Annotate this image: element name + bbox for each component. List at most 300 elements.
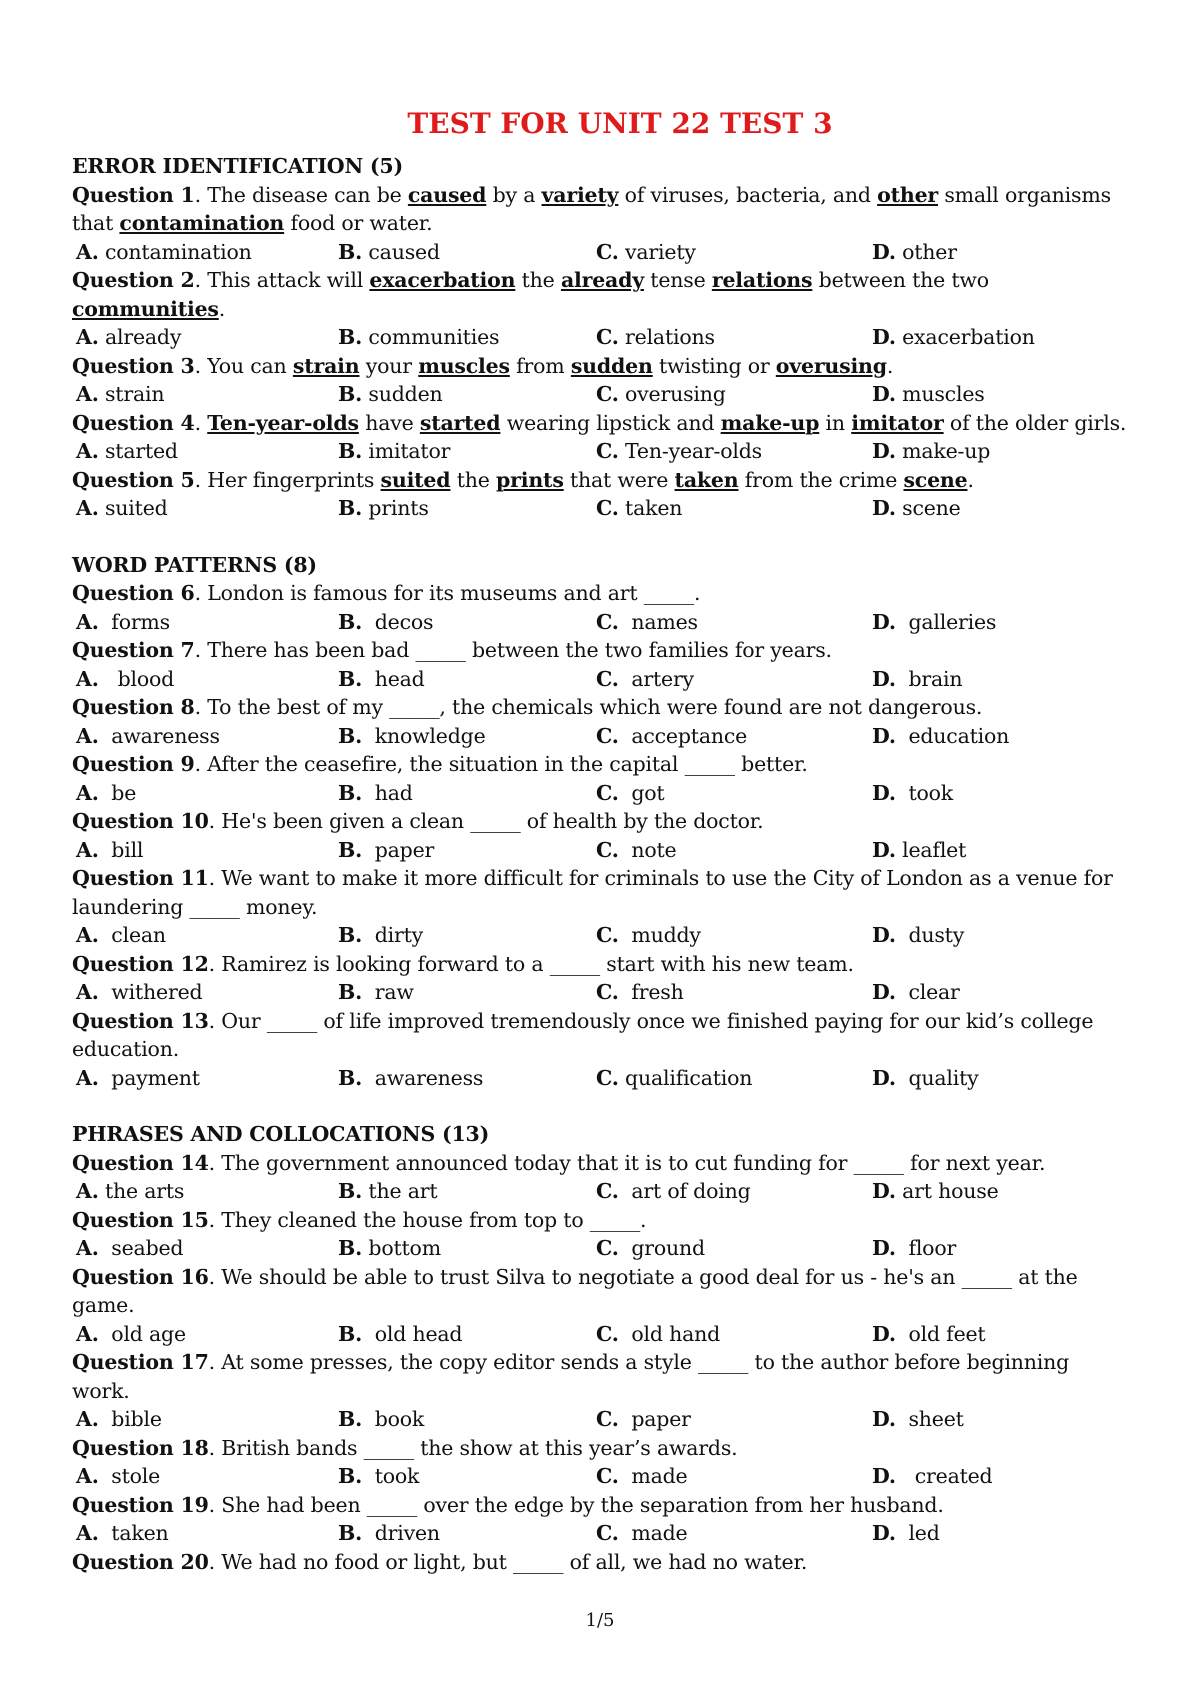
answer-option[interactable]	[596, 1177, 872, 1206]
answer-option[interactable]	[596, 380, 872, 409]
answer-option[interactable]	[872, 836, 1122, 865]
question-text: in	[819, 410, 852, 435]
answer-options	[72, 437, 1132, 466]
option-letter: B.	[338, 382, 363, 406]
question-label: Question 3	[72, 353, 195, 378]
answer-option[interactable]	[338, 836, 596, 865]
option-letter: D.	[872, 609, 896, 634]
question-label: Question 5	[72, 467, 195, 492]
option-text: awareness	[104, 723, 220, 748]
option-text: bible	[104, 1407, 162, 1431]
option-text: prints	[368, 496, 429, 520]
option-text: made	[625, 1521, 688, 1545]
option-text: brain	[902, 666, 963, 691]
option-letter: C.	[596, 980, 619, 1004]
option-text: stole	[104, 1464, 161, 1488]
answer-options	[72, 323, 1132, 352]
question-text: from	[509, 353, 571, 378]
question-label: Question 16	[72, 1264, 209, 1289]
option-text: artery	[625, 666, 694, 691]
answer-options	[72, 1177, 1132, 1206]
option-letter: D.	[872, 1407, 896, 1431]
answer-option[interactable]	[872, 380, 1122, 409]
underlined-word: contamination	[119, 211, 285, 235]
option-letter: B.	[338, 496, 363, 520]
answer-option[interactable]	[72, 665, 338, 694]
option-text: muscles	[902, 382, 985, 406]
answer-option[interactable]	[72, 1519, 338, 1548]
option-text: qualification	[625, 1065, 753, 1090]
answer-option[interactable]	[72, 1234, 338, 1263]
question-text: We should be able to trust Silva to negotiate a good deal for us - he's an _____ at the game.	[72, 1264, 1078, 1317]
option-letter: D.	[872, 1065, 896, 1090]
answer-option[interactable]	[72, 978, 338, 1007]
option-letter: D.	[872, 723, 896, 748]
option-text: overusing	[625, 382, 726, 406]
answer-option[interactable]	[596, 978, 872, 1007]
answer-option[interactable]	[872, 1405, 1122, 1434]
page-number: 1/5	[585, 1610, 615, 1631]
section-heading: WORD PATTERNS (8)	[72, 552, 317, 577]
question-stem: Question 5. Her fingerprints suited the prints that were taken from the crime scene.	[72, 467, 974, 492]
answer-options	[72, 722, 1132, 751]
question-label: Question 10	[72, 809, 209, 833]
answer-options	[72, 380, 1132, 409]
question-text: At some presses, the copy editor sends a style _____ to the author before beginning work.	[72, 1350, 1070, 1403]
question-label: Question 18	[72, 1435, 209, 1460]
option-letter: B.	[338, 666, 363, 691]
question-stem: Question 17. At some presses, the copy editor sends a style _____ to the author before beginning work.	[72, 1350, 1070, 1403]
underlined-word: strain	[292, 353, 360, 378]
answer-option[interactable]	[872, 1234, 1122, 1263]
option-letter: D.	[872, 923, 896, 947]
answer-option[interactable]	[872, 978, 1122, 1007]
answer-option[interactable]	[338, 494, 596, 523]
option-text: old hand	[625, 1321, 721, 1346]
answer-option[interactable]	[596, 921, 872, 950]
answer-option[interactable]	[338, 722, 596, 751]
underlined-word: sudden	[570, 353, 653, 378]
answer-option[interactable]	[872, 238, 1122, 267]
option-letter: A.	[76, 1321, 99, 1346]
question-text: He's been given a clean _____ of health by the doctor.	[221, 809, 764, 833]
option-letter: A.	[76, 1179, 99, 1203]
question-stem: Question 12. Ramirez is looking forward to a _____ start with his new team.	[72, 951, 854, 976]
option-text: already	[104, 325, 182, 349]
answer-option[interactable]	[596, 323, 872, 352]
answer-options	[72, 1064, 1132, 1093]
question-stem: Question 18. British bands _____ the show at this year’s awards.	[72, 1435, 738, 1460]
underlined-word: muscles	[418, 353, 510, 378]
underlined-word: imitator	[851, 410, 944, 435]
answer-option[interactable]	[596, 238, 872, 267]
question-text: .	[967, 467, 974, 492]
question-text: She had been _____ over the edge by the separation from her husband.	[221, 1492, 944, 1517]
option-text: forms	[104, 609, 170, 634]
option-text: floor	[902, 1236, 957, 1260]
option-text: blood	[104, 666, 175, 691]
option-letter: C.	[596, 723, 619, 748]
answer-option[interactable]	[596, 1462, 872, 1491]
option-text: suited	[104, 496, 168, 520]
option-letter: A.	[76, 609, 99, 634]
answer-option[interactable]	[872, 722, 1122, 751]
option-letter: C.	[596, 325, 619, 349]
answer-options	[72, 665, 1132, 694]
option-text: old head	[368, 1321, 463, 1346]
answer-option[interactable]	[338, 1064, 596, 1093]
option-letter: B.	[338, 1464, 363, 1488]
underlined-word: variety	[541, 182, 619, 207]
answer-option[interactable]	[338, 1462, 596, 1491]
answer-option[interactable]	[872, 665, 1122, 694]
option-text: dusty	[902, 923, 965, 947]
option-text: took	[902, 780, 953, 805]
question-text: by a	[486, 182, 542, 207]
option-text: relations	[625, 325, 715, 349]
option-text: exacerbation	[902, 325, 1035, 349]
answer-option[interactable]	[596, 1405, 872, 1434]
option-text: paper	[368, 837, 435, 862]
option-letter: C.	[596, 1236, 619, 1260]
answer-option[interactable]	[872, 1519, 1122, 1548]
question-text: Ramirez is looking forward to a _____ start with his new team.	[221, 951, 854, 976]
question-stem: Question 19. She had been _____ over the edge by the separation from her husband.	[72, 1492, 944, 1517]
question-label: Question 9	[72, 752, 195, 776]
question-label: Question 20	[72, 1549, 209, 1574]
option-letter: A.	[76, 980, 99, 1004]
question-label: Question 15	[72, 1207, 209, 1232]
option-text: communities	[368, 325, 500, 349]
option-letter: B.	[338, 609, 363, 634]
question-label: Question 4	[72, 410, 195, 435]
question-text: between the two	[812, 268, 989, 292]
option-text: driven	[368, 1521, 440, 1545]
question-label: Question 12	[72, 951, 209, 976]
option-letter: D.	[872, 1464, 896, 1488]
answer-option[interactable]	[338, 978, 596, 1007]
option-text: education	[902, 723, 1010, 748]
option-text: led	[902, 1521, 940, 1545]
option-letter: D.	[872, 325, 896, 349]
answer-option[interactable]	[872, 1462, 1122, 1491]
question-stem: Question 13. Our _____ of life improved tremendously once we finished paying for our kid’s college education.	[72, 1008, 1094, 1061]
option-letter: B.	[338, 923, 363, 947]
answer-option[interactable]	[72, 1462, 338, 1491]
answer-option[interactable]	[338, 1405, 596, 1434]
answer-option[interactable]	[72, 323, 338, 352]
question-label: Question 6	[72, 581, 195, 605]
answer-option[interactable]	[872, 1320, 1122, 1349]
answer-option[interactable]	[872, 1177, 1122, 1206]
answer-option[interactable]	[338, 437, 596, 466]
option-text: bill	[104, 837, 144, 862]
answer-option[interactable]	[596, 1234, 872, 1263]
answer-option[interactable]	[596, 1320, 872, 1349]
option-letter: C.	[596, 837, 619, 862]
underlined-word: already	[560, 268, 644, 292]
answer-option[interactable]	[338, 1320, 596, 1349]
answer-option[interactable]	[596, 779, 872, 808]
answer-option[interactable]	[596, 1064, 872, 1093]
option-text: created	[902, 1464, 993, 1488]
answer-option[interactable]	[338, 779, 596, 808]
option-letter: A.	[76, 439, 99, 463]
option-text: leaflet	[902, 837, 967, 862]
answer-option[interactable]	[72, 1320, 338, 1349]
answer-option[interactable]	[72, 494, 338, 523]
answer-option[interactable]	[872, 323, 1122, 352]
option-letter: D.	[872, 780, 896, 805]
option-letter: D.	[872, 382, 896, 406]
answer-option[interactable]	[596, 494, 872, 523]
answer-option[interactable]	[338, 238, 596, 267]
question-text: .	[886, 353, 894, 378]
question-label: Question 11	[72, 866, 209, 890]
option-letter: C.	[596, 780, 619, 805]
option-text: head	[368, 666, 425, 691]
underlined-word: scene	[903, 467, 968, 492]
option-letter: B.	[338, 1065, 363, 1090]
option-text: art house	[902, 1179, 999, 1203]
option-letter: A.	[76, 1407, 99, 1431]
answer-option[interactable]	[596, 665, 872, 694]
question-text: The disease can be	[207, 182, 408, 207]
underlined-word: Ten-year-olds	[207, 410, 359, 435]
option-letter: D.	[872, 1179, 896, 1203]
question-stem: Question 14. The government announced today that it is to cut funding for _____ for next year.	[72, 1150, 1046, 1175]
option-text: muddy	[625, 923, 701, 947]
option-text: note	[625, 837, 677, 862]
underlined-word: exacerbation	[369, 268, 516, 292]
option-letter: A.	[76, 723, 99, 748]
option-text: had	[368, 780, 413, 805]
answer-option[interactable]	[338, 665, 596, 694]
option-text: dirty	[368, 923, 424, 947]
question-stem: Question 8. To the best of my _____, the chemicals which were found are not dangerous.	[72, 695, 983, 719]
option-text: decos	[368, 609, 434, 634]
section-heading: PHRASES AND COLLOCATIONS (13)	[72, 1122, 490, 1146]
question-text: of the older girls.	[943, 410, 1127, 435]
answer-option[interactable]	[872, 1064, 1122, 1093]
option-text: other	[902, 239, 957, 264]
answer-option[interactable]	[338, 323, 596, 352]
option-text: old feet	[902, 1321, 986, 1346]
question-text: small organisms that	[72, 182, 1111, 235]
option-letter: A.	[76, 837, 99, 862]
question-label: Question 7	[72, 638, 195, 662]
option-letter: A.	[76, 1464, 99, 1488]
option-letter: D.	[872, 1521, 896, 1545]
question-text: Her fingerprints	[207, 467, 381, 492]
option-text: payment	[104, 1065, 200, 1090]
option-text: taken	[625, 496, 683, 520]
answer-option[interactable]	[72, 779, 338, 808]
option-text: the arts	[104, 1179, 185, 1203]
option-text: got	[625, 780, 665, 805]
option-letter: B.	[338, 1521, 363, 1545]
question-text: the	[450, 467, 497, 492]
answer-option[interactable]	[596, 722, 872, 751]
answer-option[interactable]	[72, 608, 338, 637]
underlined-word: started	[419, 410, 501, 435]
answer-option[interactable]	[72, 437, 338, 466]
answer-option[interactable]	[72, 921, 338, 950]
underlined-word: prints	[496, 467, 564, 492]
answer-option[interactable]	[338, 921, 596, 950]
option-letter: D.	[872, 837, 896, 862]
option-letter: D.	[872, 1236, 896, 1260]
answer-option[interactable]	[596, 1519, 872, 1548]
option-text: caused	[368, 239, 440, 264]
question-stem: Question 1. The disease can be caused by a variety of viruses, bacteria, and other small organisms that contamination food or water.	[72, 182, 1111, 235]
question-text: London is famous for its museums and art _____.	[207, 581, 701, 605]
option-letter: C.	[596, 1179, 619, 1203]
option-text: made	[625, 1464, 688, 1488]
question-stem: Question 15. They cleaned the house from top to _____.	[72, 1207, 647, 1232]
question-text: The government announced today that it is to cut funding for _____ for next year.	[221, 1150, 1046, 1175]
option-text: art of doing	[625, 1179, 751, 1203]
answer-option[interactable]	[72, 380, 338, 409]
question-text: that were	[563, 467, 675, 492]
option-letter: C.	[596, 239, 619, 264]
underlined-word: relations	[711, 268, 813, 292]
question-text: You can	[207, 353, 293, 378]
option-letter: C.	[596, 1407, 619, 1431]
question-stem: Question 4. Ten-year-olds have started wearing lipstick and make-up in imitator of the older girls.	[72, 410, 1127, 435]
option-letter: A.	[76, 496, 99, 520]
answer-option[interactable]	[872, 779, 1122, 808]
underlined-word: overusing	[775, 353, 887, 378]
answer-option[interactable]	[872, 437, 1122, 466]
answer-options	[72, 608, 1132, 637]
option-letter: C.	[596, 1464, 619, 1488]
option-letter: B.	[338, 723, 363, 748]
question-text: We had no food or light, but _____ of all, we had no water.	[221, 1549, 808, 1574]
answer-option[interactable]	[596, 437, 872, 466]
question-text: wearing lipstick and	[500, 410, 721, 435]
answer-option[interactable]	[872, 494, 1122, 523]
answer-option[interactable]	[872, 608, 1122, 637]
answer-option[interactable]	[72, 1177, 338, 1206]
option-text: imitator	[368, 439, 451, 463]
question-label: Question 17	[72, 1350, 209, 1374]
answer-options	[72, 836, 1132, 865]
answer-option[interactable]	[338, 380, 596, 409]
answer-option[interactable]	[72, 238, 338, 267]
underlined-word: suited	[380, 467, 451, 492]
option-letter: B.	[338, 239, 363, 264]
option-letter: D.	[872, 439, 896, 463]
question-text: of viruses, bacteria, and	[618, 182, 878, 207]
option-letter: D.	[872, 496, 896, 520]
answer-option[interactable]	[72, 722, 338, 751]
option-text: book	[368, 1407, 425, 1431]
page-title: TEST FOR UNIT 22 TEST 3	[407, 107, 833, 140]
question-text: from the crime	[738, 467, 904, 492]
option-letter: D.	[872, 239, 896, 264]
option-text: taken	[104, 1521, 169, 1545]
test-content	[72, 152, 1132, 1576]
option-text: started	[104, 439, 178, 463]
option-text: old age	[104, 1321, 186, 1346]
question-text: After the ceasefire, the situation in the capital _____ better.	[207, 752, 808, 776]
option-letter: A.	[76, 1065, 99, 1090]
option-letter: A.	[76, 325, 99, 349]
question-stem: Question 9. After the ceasefire, the situation in the capital _____ better.	[72, 752, 808, 776]
option-letter: C.	[596, 1065, 619, 1090]
option-letter: B.	[338, 980, 363, 1004]
answer-options	[72, 1320, 1132, 1349]
question-text: British bands _____ the show at this year’s awards.	[221, 1435, 738, 1460]
option-text: quality	[902, 1065, 979, 1090]
option-letter: B.	[338, 780, 363, 805]
question-stem: Question 20. We had no food or light, but _____ of all, we had no water.	[72, 1549, 808, 1574]
question-text: .	[218, 296, 226, 321]
option-letter: C.	[596, 382, 619, 406]
answer-options	[72, 978, 1132, 1007]
option-letter: A.	[76, 666, 99, 691]
option-letter: C.	[596, 609, 619, 634]
answer-option[interactable]	[596, 836, 872, 865]
question-text: food or water.	[284, 211, 433, 235]
option-letter: C.	[596, 439, 619, 463]
option-text: ground	[625, 1236, 705, 1260]
answer-option[interactable]	[338, 608, 596, 637]
option-letter: B.	[338, 1179, 363, 1203]
option-letter: D.	[872, 666, 896, 691]
answer-option[interactable]	[872, 921, 1122, 950]
option-text: contamination	[104, 239, 252, 264]
option-text: clear	[902, 980, 960, 1004]
question-text: This attack will	[207, 268, 370, 292]
option-letter: A.	[76, 1236, 99, 1260]
answer-option[interactable]	[72, 1064, 338, 1093]
answer-options	[72, 1462, 1132, 1491]
option-text: acceptance	[625, 723, 748, 748]
option-text: scene	[902, 496, 961, 520]
option-text: be	[104, 780, 137, 805]
question-label: Question 8	[72, 695, 195, 719]
answer-option[interactable]	[596, 608, 872, 637]
option-text: galleries	[902, 609, 997, 634]
answer-option[interactable]	[338, 1177, 596, 1206]
option-letter: C.	[596, 923, 619, 947]
question-label: Question 19	[72, 1492, 209, 1517]
option-text: strain	[104, 382, 165, 406]
answer-option[interactable]	[72, 1405, 338, 1434]
option-text: sudden	[368, 382, 443, 406]
section-heading: ERROR IDENTIFICATION (5)	[72, 154, 403, 178]
question-stem: Question 10. He's been given a clean _____ of health by the doctor.	[72, 809, 764, 833]
answer-option[interactable]	[338, 1519, 596, 1548]
option-text: took	[368, 1464, 420, 1488]
option-text: Ten-year-olds	[625, 439, 762, 463]
answer-options	[72, 1405, 1132, 1434]
option-letter: A.	[76, 923, 99, 947]
option-letter: A.	[76, 1521, 99, 1545]
answer-option[interactable]	[338, 1234, 596, 1263]
option-letter: B.	[338, 1321, 363, 1346]
option-text: clean	[104, 923, 166, 947]
question-stem: Question 6. London is famous for its museums and art _____.	[72, 581, 701, 605]
question-stem: Question 3. You can strain your muscles from sudden twisting or overusing.	[72, 353, 894, 378]
option-letter: A.	[76, 239, 99, 264]
question-stem: Question 7. There has been bad _____ between the two families for years.	[72, 638, 832, 662]
question-text: They cleaned the house from top to _____.	[221, 1207, 647, 1232]
underlined-word: taken	[674, 467, 739, 492]
answer-option[interactable]	[72, 836, 338, 865]
